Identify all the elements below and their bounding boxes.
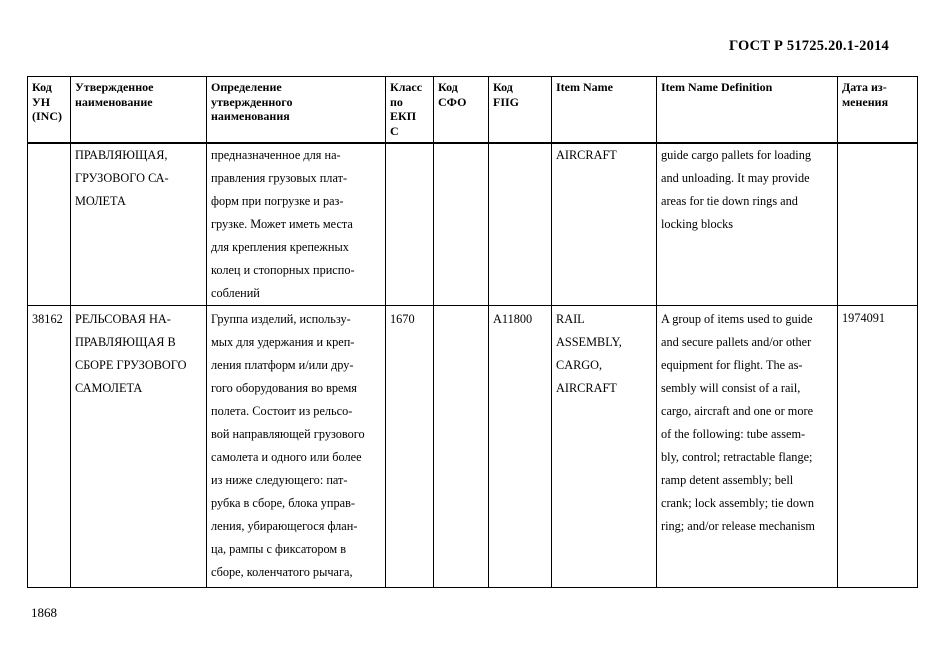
header-class: Класс по ЕКП С xyxy=(386,77,434,144)
cell-item-name: AIRCRAFT xyxy=(552,143,657,306)
cell-item-name: RAIL ASSEMBLY, CARGO, AIRCRAFT xyxy=(552,306,657,588)
cell-approved-name: ПРАВЛЯЮЩАЯ, ГРУЗОВОГО СА- МОЛЕТА xyxy=(71,143,207,306)
cell-change-date xyxy=(838,143,918,306)
cell-definition: Группа изделий, использу- мых для удержания и креп- ления платформ и/или дру- гого оборудования во время полета. Состоит из рельсо- вой направляющей грузового самолета и одного или более из ниже следующего: пат- рубка в сборе, блока управ- ления, убирающегося флан- ца, рампы с фиксатором в сборе, коленчатого рычага, xyxy=(207,306,386,588)
cell-fiig xyxy=(489,143,552,306)
table-row xyxy=(28,143,918,306)
cell-fiig: A11800 xyxy=(489,306,552,588)
cell-approved-name: РЕЛЬСОВАЯ НА- ПРАВЛЯЮЩАЯ В СБОРЕ ГРУЗОВОГО САМОЛЕТА xyxy=(71,306,207,588)
cell-inc: 38162 xyxy=(28,306,71,588)
cell-change-date: 1974091 xyxy=(838,306,918,588)
header-item-name: Item Name xyxy=(552,77,657,144)
cell-class xyxy=(386,143,434,306)
cell-sfo xyxy=(434,306,489,588)
cell-item-name-definition: A group of items used to guide and secure pallets and/or other equipment for flight. The as- sembly will consist of a rail, cargo, aircraft and one or more of the following: tube assem- bly, control; retractable flange; ramp detent assembly; bell crank; lock assembly; tie down ring; and/or release mechanism xyxy=(657,306,838,588)
cell-sfo xyxy=(434,143,489,306)
cell-definition: предназначенное для на- правления грузовых плат- форм при погрузке и раз- грузке. Может иметь места для крепления крепежных колец и стопорных приспо- соблений xyxy=(207,143,386,306)
cell-item-name-definition: guide cargo pallets for loading and unloading. It may provide areas for tie down rings and locking blocks xyxy=(657,143,838,306)
header-row xyxy=(28,77,918,144)
header-sfo: Код СФО xyxy=(434,77,489,144)
page-number: 1868 xyxy=(31,605,57,620)
header-change-date: Дата из- менения xyxy=(838,77,918,144)
cell-class: 1670 xyxy=(386,306,434,588)
header-inc: Код УН (INC) xyxy=(28,77,71,144)
header-approved-name: Утвержденное наименование xyxy=(71,77,207,144)
document-title: ГОСТ Р 51725.20.1-2014 xyxy=(728,38,889,54)
header-fiig: Код FIIG xyxy=(489,77,552,144)
classifier-table xyxy=(27,76,918,588)
header-definition: Определение утвержденного наименования xyxy=(207,77,386,144)
table-row xyxy=(28,306,918,588)
header-item-name-definition: Item Name Definition xyxy=(657,77,838,144)
cell-inc xyxy=(28,143,71,306)
